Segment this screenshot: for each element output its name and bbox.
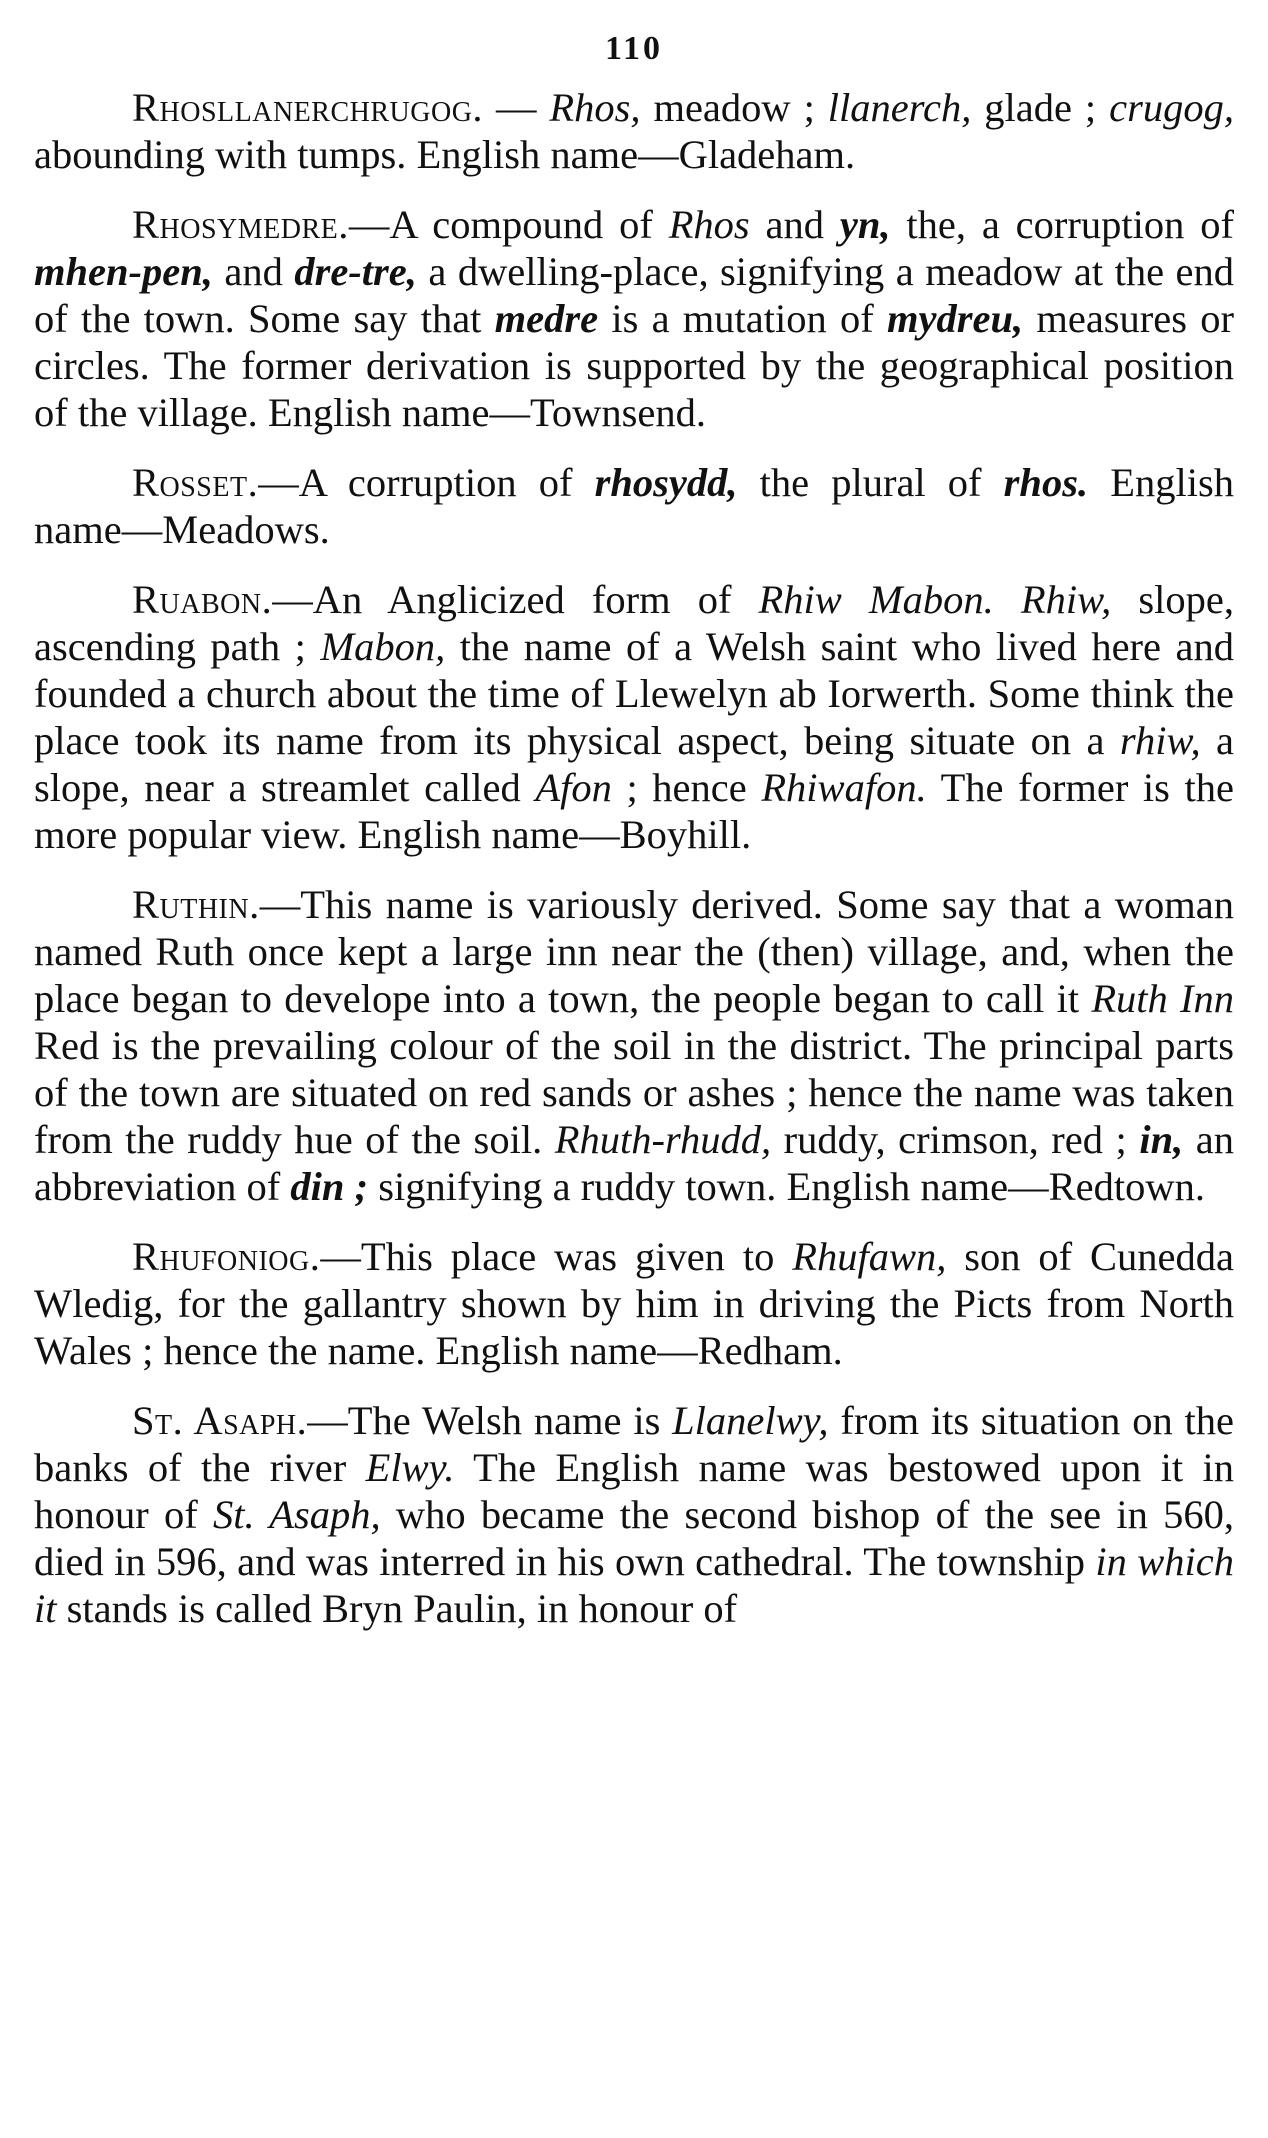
entry-text: from its situation on the banks of the river [34, 1398, 1235, 1490]
entry-rhosllanerchrugog [34, 84, 1234, 178]
entry-headword: Rhosymedre. [132, 202, 349, 247]
entry-text: The English name was bestowed upon it in honour of [34, 1445, 1234, 1537]
entry-text: English name—Meadows. [34, 460, 1234, 552]
entry-text: signifying a ruddy town. English name—Redtown. [368, 1164, 1205, 1209]
entry-text: ruddy, crimson, red ; [771, 1117, 1140, 1162]
entry-term: Elwy. [365, 1445, 455, 1490]
entry-text: —The Welsh name is [307, 1398, 673, 1443]
entry-term: crugog, [1109, 85, 1234, 130]
entry-text: —This place was given to [320, 1234, 793, 1279]
entry-term: rhosydd, [594, 460, 738, 505]
entry-term: din ; [290, 1164, 369, 1209]
entry-text: — [483, 85, 550, 130]
entry-st-asaph [34, 1397, 1234, 1632]
entry-text: Red is the prevailing colour of the soil in the district. The principal parts of the town are situated on red sands or ashes ; hence the name was taken from the ruddy hue of the soil. [34, 1023, 1234, 1162]
entry-term: in, [1139, 1117, 1184, 1162]
entry-term: Mabon, [320, 624, 446, 669]
entry-text: glade ; [971, 85, 1110, 130]
entry-term: dre-tre, [294, 249, 417, 294]
entry-term: in which it [34, 1539, 1234, 1631]
entry-term: mydreu, [886, 296, 1024, 341]
page-number: 110 [604, 30, 664, 67]
entry-headword: Ruthin. [132, 882, 260, 927]
entry-term: Llanelwy, [672, 1398, 829, 1443]
entry-term: Afon [535, 765, 612, 810]
entry-term: rhos. [1003, 460, 1089, 505]
entry-term: Rhos [668, 202, 750, 247]
entry-text: is a mutation of [598, 296, 887, 341]
entry-text: slope, ascending path ; [34, 577, 1234, 669]
entry-text: and [212, 249, 295, 294]
entry-headword: Rhosllanerchrugog. [132, 85, 484, 130]
entry-text: ; hence [611, 765, 762, 810]
entry-text: an abbreviation of [34, 1117, 1234, 1209]
entry-text: meadow ; [640, 85, 828, 130]
entry-text: the name of a Welsh saint who lived here and founded a church about the time of Llewelyn ab Iorwerth. Some think the place took its name from its physical aspect, being situate on a [34, 624, 1234, 763]
entry-headword: Ruabon. [132, 577, 273, 622]
entry-text: the plural of [737, 460, 1004, 505]
entry-rhosymedre [34, 201, 1234, 436]
entry-term: rhiw, [1119, 718, 1201, 763]
entry-rosset [34, 459, 1234, 553]
entry-text: who became the second bishop of the see in 560, died in 596, and was interred in his own cathedral. The township [34, 1492, 1234, 1584]
entry-text: —An Anglicized form of [272, 577, 759, 622]
entry-term: Rhufawn, [792, 1234, 947, 1279]
entry-text: stands is called Bryn Paulin, in honour of [56, 1586, 738, 1631]
entry-rhufoniog [34, 1233, 1234, 1374]
entry-text: —A compound of [348, 202, 669, 247]
entry-headword: Rhufoniog. [132, 1234, 321, 1279]
entry-text: and [749, 202, 840, 247]
entry-term: medre [494, 296, 599, 341]
entry-text: —This name is variously derived. Some say that a woman named Ruth once kept a large inn near the (then) village, and, when the place began to develope into a town, the people began to call it [34, 882, 1234, 1021]
entry-text: son of Cunedda Wledig, for the gallantry shown by him in driving the Picts from North Wales ; hence the name. English name—Redham. [34, 1234, 1234, 1373]
entry-term: Rhuth-rhudd, [554, 1117, 772, 1162]
entry-text: a slope, near a streamlet called [34, 718, 1234, 810]
entry-headword: St. Asaph. [132, 1398, 308, 1443]
entry-text: The former is the more popular view. English name—Boyhill. [34, 765, 1234, 857]
entry-text: the, a corruption of [890, 202, 1234, 247]
entry-term: llanerch, [827, 85, 972, 130]
entry-ruthin [34, 881, 1234, 1210]
entry-text: a dwelling-place, signifying a meadow at the end of the town. Some say that [34, 249, 1234, 341]
entry-ruabon [34, 576, 1234, 858]
entry-term: Rhos, [549, 85, 641, 130]
entry-text: —A corruption of [258, 460, 595, 505]
entry-term: yn, [839, 202, 891, 247]
entry-headword: Rosset. [132, 460, 259, 505]
entry-text: abounding with tumps. English name—Gladeham. [34, 132, 856, 177]
entry-term: Rhiwafon. [761, 765, 927, 810]
entry-term: mhen-pen, [34, 249, 213, 294]
entry-term: Ruth Inn [1091, 976, 1235, 1021]
entry-text: measures or circles. The former derivation is supported by the geographical position of the village. English name—Townsend. [34, 296, 1234, 435]
entry-term: St. Asaph, [213, 1492, 381, 1537]
entry-term: Rhiw Mabon. Rhiw, [758, 577, 1112, 622]
